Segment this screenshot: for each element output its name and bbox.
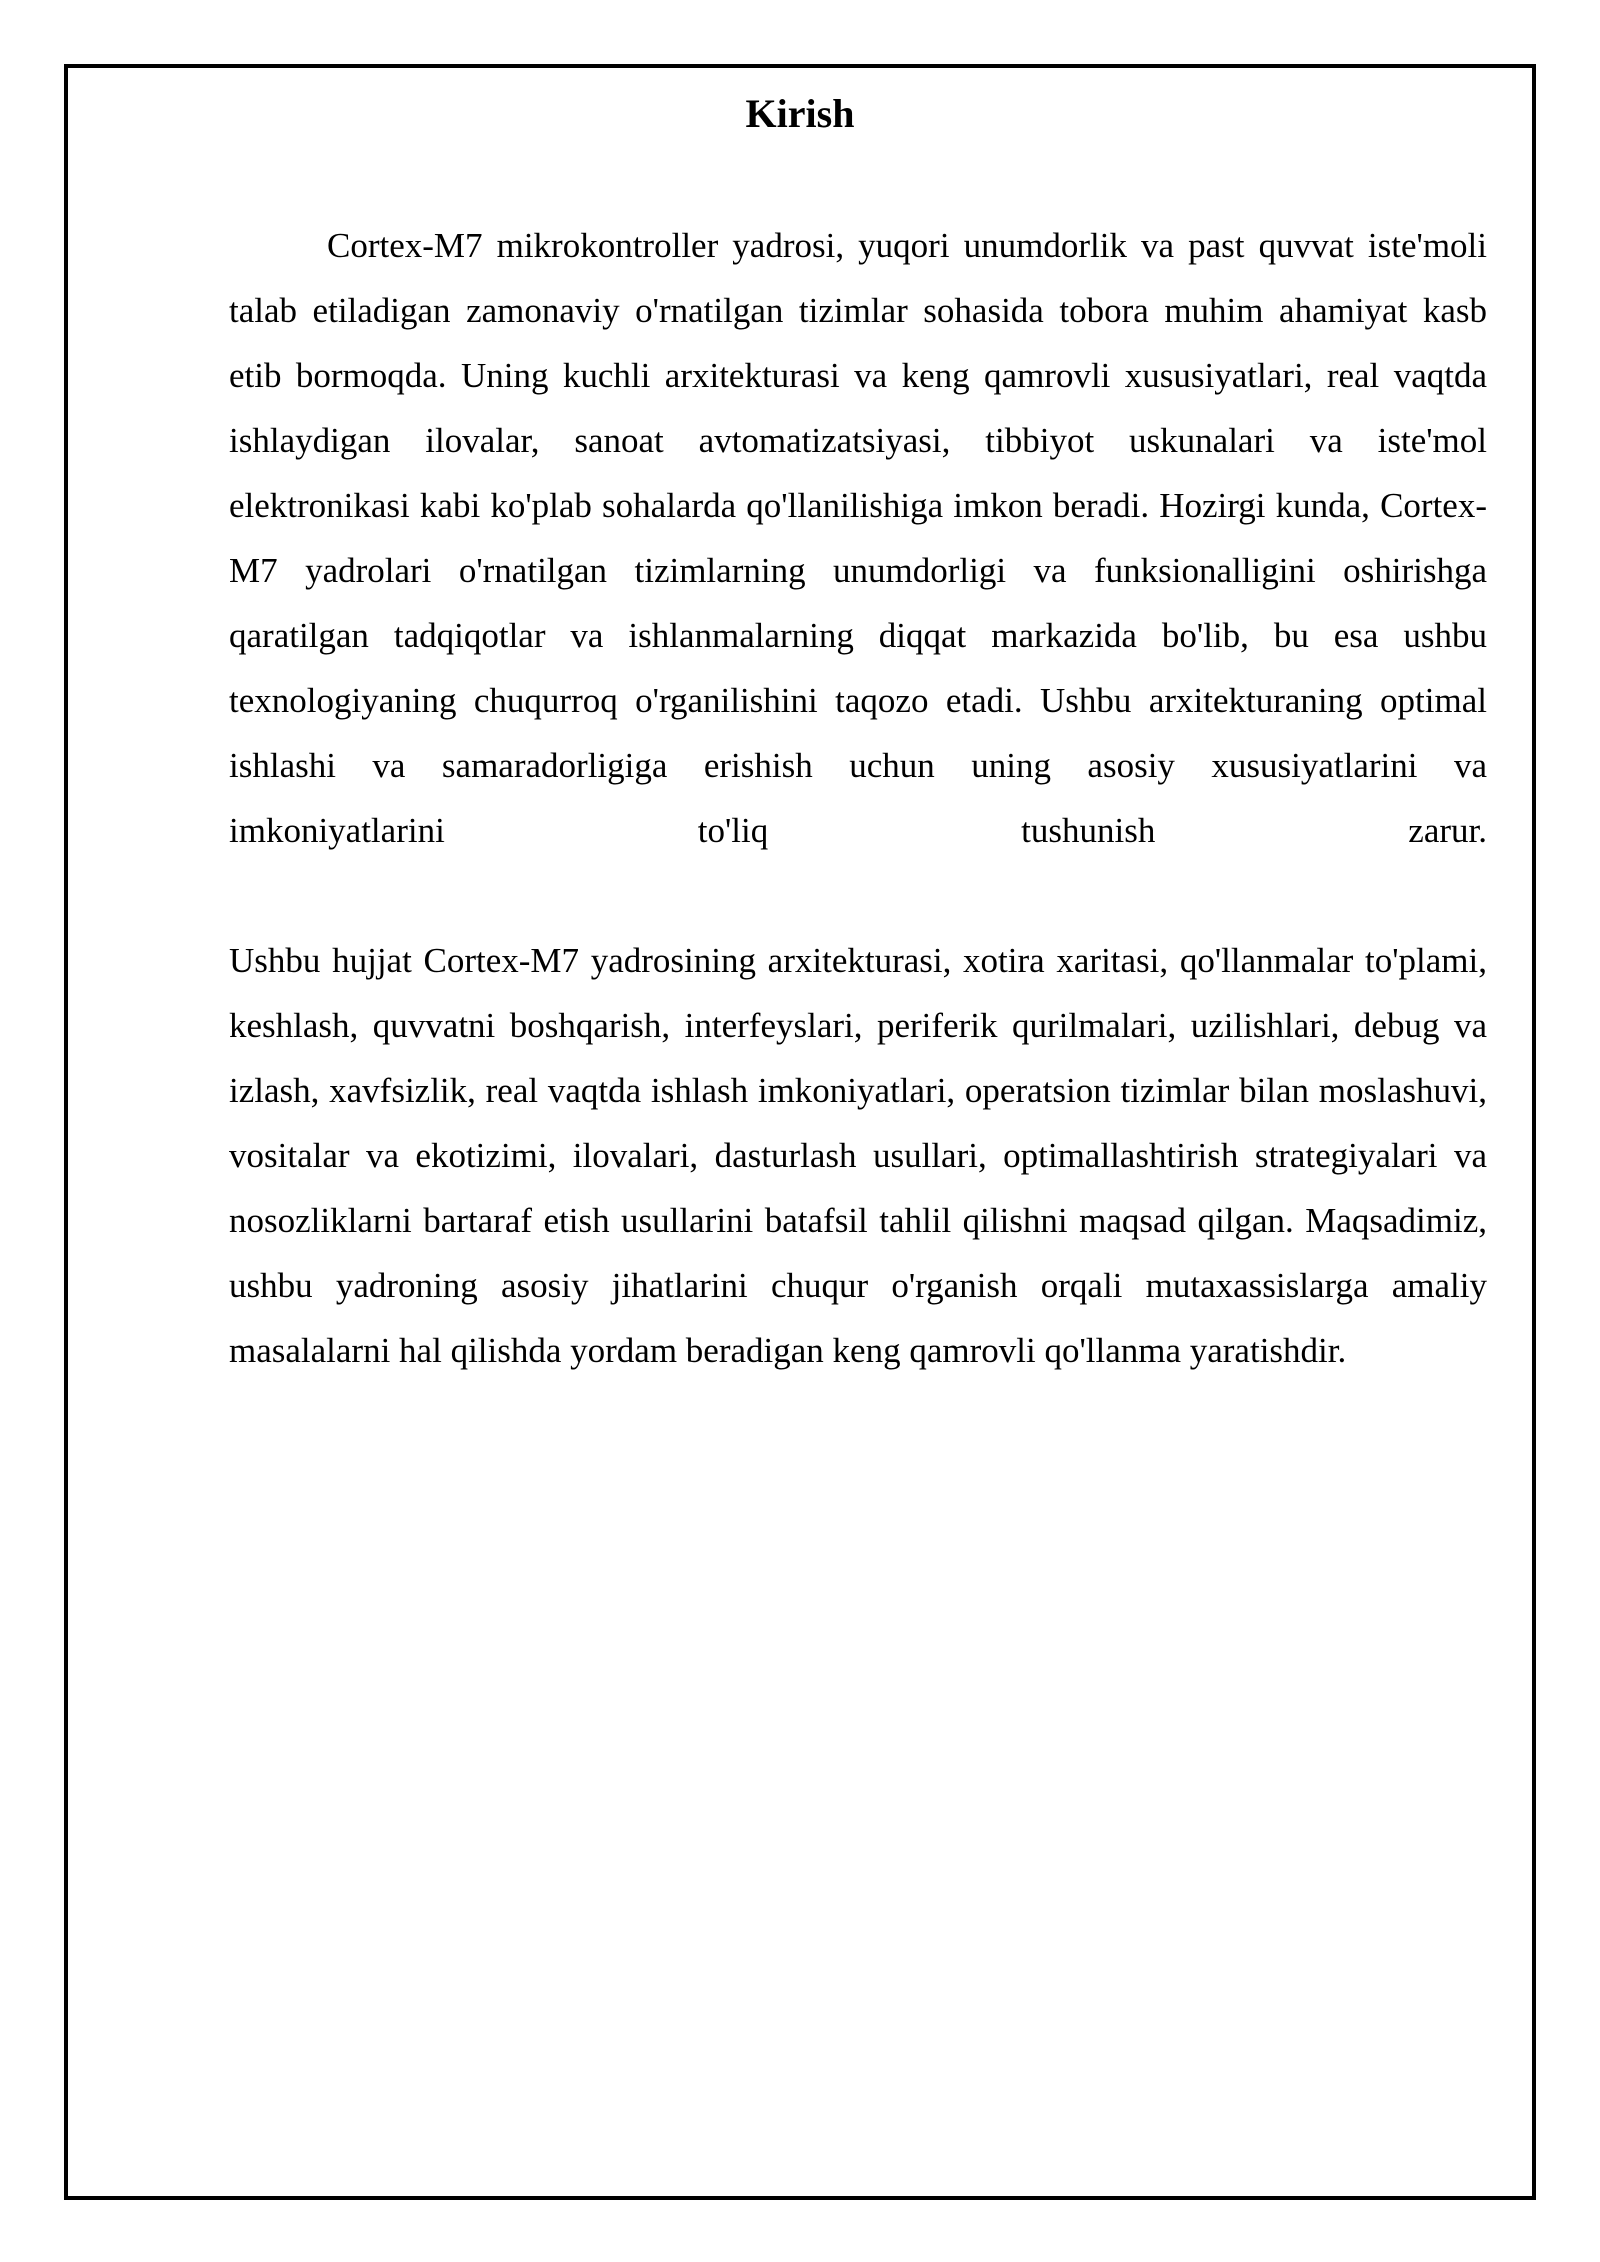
scope-paragraph: Ushbu hujjat Cortex-M7 yadrosining arxitekturasi, xotira xaritasi, qo'llanmalar to'plami, keshlash, quvvatni boshqarish, interfeyslari, periferik qurilmalari, uzilishlari, debug va izlash, xavfsizlik, real vaqtda ishlash imkoniyatlari, operatsion tizimlar bilan moslashuvi, vositalar va ekotizimi, ilovalari, dasturlash usullari, optimallashtirish strategiyalari va nosozliklarni bartaraf etish usullarini batafsil tahlil qilishni maqsad qilgan. Maqsadimiz, ushbu yadroning asosiy jihatlarini chuqur o'rganish orqali mutaxassislarga amaliy masalalarni hal qilishda yordam beradigan keng qamrovli qo'llanma yaratishdir. — [229, 941, 1487, 1370]
intro-paragraph: Cortex-M7 mikrokontroller yadrosi, yuqori unumdorlik va past quvvat iste'moli talab etiladigan zamonaviy o'rnatilgan tizimlar sohasida tobora muhim ahamiyat kasb etib bormoqda. Uning kuchli arxitekturasi va keng qamrovli xususiyatlari, real vaqtda ishlaydigan ilovalar, sanoat avtomatizatsiyasi, tibbiyot uskunalari va iste'mol elektronikasi kabi ko'plab sohalarda qo'llanilishiga imkon beradi. Hozirgi kunda, Cortex-M7 yadrolari o'rnatilgan tizimlarning unumdorligi va funksionalligini oshirishga qaratilgan tadqiqotlar va ishlanmalarning diqqat markazida bo'lib, bu esa ushbu texnologiyaning chuqurroq o'rganilishini taqozo etadi. Ushbu arxitekturaning optimal ishlashi va samaradorligiga erishish uchun uning asosiy xususiyatlarini va imkoniyatlarini to'liq tushunish zarur. — [229, 226, 1487, 850]
page-title: Kirish — [745, 91, 855, 136]
